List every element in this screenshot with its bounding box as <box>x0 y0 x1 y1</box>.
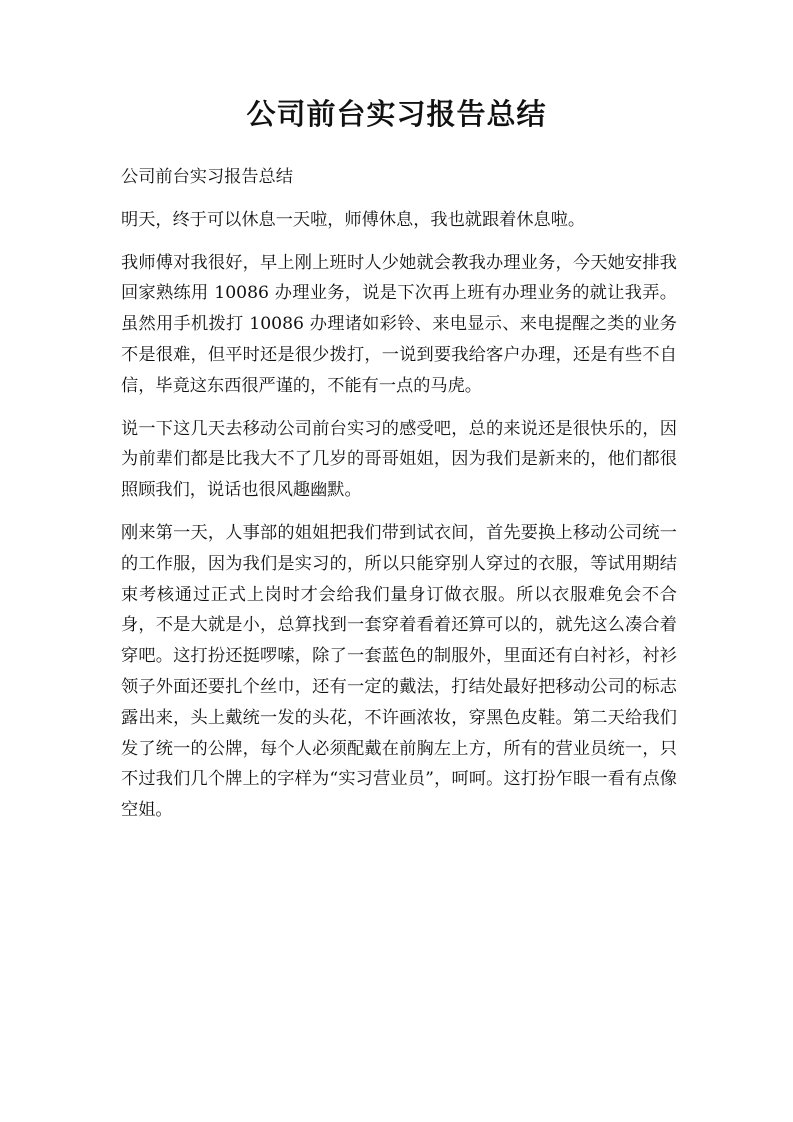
paragraph-3: 说一下这几天去移动公司前台实习的感受吧，总的来说还是很快乐的，因为前辈们都是比我大不了几岁的哥哥姐姐，因为我们是新来的，他们都很照顾我们，说话也很风趣幽默。 <box>121 418 677 501</box>
paragraph-subtitle: 公司前台实习报告总结 <box>121 167 293 187</box>
document-body <box>121 162 677 826</box>
paragraph-4: 刚来第一天，人事部的姐姐把我们带到试衣间，首先要换上移动公司统一的工作服，因为我们是实习的，所以只能穿别人穿过的衣服，等试用期结束考核通过正式上岗时才会给我们量身订做衣服。所以衣服难免会不合身，不是大就是小，总算找到一套穿着看着还算可以的，就先这么凑合着穿吧。这打扮还挺啰嗦，除了一套蓝色的制服外，里面还有白衬衫，衬衫领子外面还要扎个丝巾，还有一定的戴法，打结处最好把移动公司的标志露出来，头上戴统一发的头花，不许画浓妆，穿黑色皮鞋。第二天给我们发了统一的公牌，每个人必须配戴在前胸左上方，所有的营业员统一，只不过我们几个牌上的字样为“实习营业员”，呵呵。这打扮乍眼一看有点像空姐。 <box>121 522 677 821</box>
document-title: 公司前台实习报告总结 <box>246 97 547 131</box>
paragraph-1: 明天，终于可以休息一天啦，师傅休息，我也就跟着休息啦。 <box>121 209 586 230</box>
paragraph-2: 我师傅对我很好，早上刚上班时人少她就会教我办理业务，今天她安排我回家熟练用 10086 办理业务，说是下次再上班有办理业务的就让我弄。虽然用手机拨打 10086 办理诸如彩铃、来电显示、来电提醒之类的业务不是很难，但平时还是很少拨打，一说到要我给客户办理，还是有些不自信，毕竟这东西很严谨的，不能有一点的马虎。 <box>121 252 677 396</box>
